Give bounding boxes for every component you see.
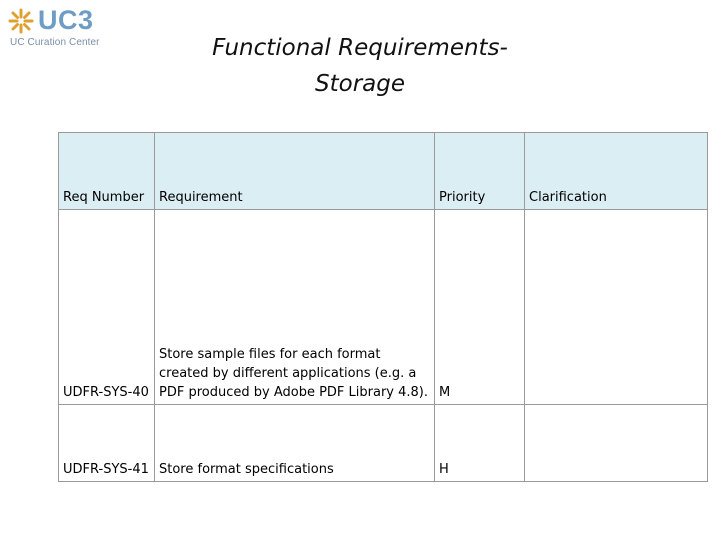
cell-requirement: Store format specifications	[155, 405, 435, 482]
table-header-row	[59, 133, 708, 210]
cell-req-number: UDFR-SYS-40	[59, 210, 155, 405]
header-req-number: Req Number	[59, 133, 155, 210]
requirements-table	[58, 132, 708, 482]
cell-req-number: UDFR-SYS-41	[59, 405, 155, 482]
slide-title-line-2: Storage	[315, 71, 405, 97]
header-clarification: Clarification	[525, 133, 708, 210]
slide-title-line-1: Functional Requirements-	[212, 35, 508, 61]
slide-title	[160, 30, 560, 102]
logo-word-num: 3	[78, 5, 94, 35]
cell-requirement: Store sample files for each format created by different applications (e.g. a PDF produced by Adobe PDF Library 4.8).	[155, 210, 435, 405]
cell-clarification	[525, 405, 708, 482]
cell-clarification	[525, 210, 708, 405]
logo-word-uc: UC	[38, 5, 78, 35]
table-row	[59, 405, 708, 482]
logo-wordmark	[38, 5, 94, 35]
header-priority: Priority	[435, 133, 525, 210]
cell-priority: H	[435, 405, 525, 482]
uc3-logo	[8, 6, 138, 50]
header-requirement: Requirement	[155, 133, 435, 210]
table-row	[59, 210, 708, 405]
logo-subtitle: UC Curation Center	[10, 37, 100, 48]
sunburst-logo-icon	[8, 8, 34, 34]
cell-priority: M	[435, 210, 525, 405]
